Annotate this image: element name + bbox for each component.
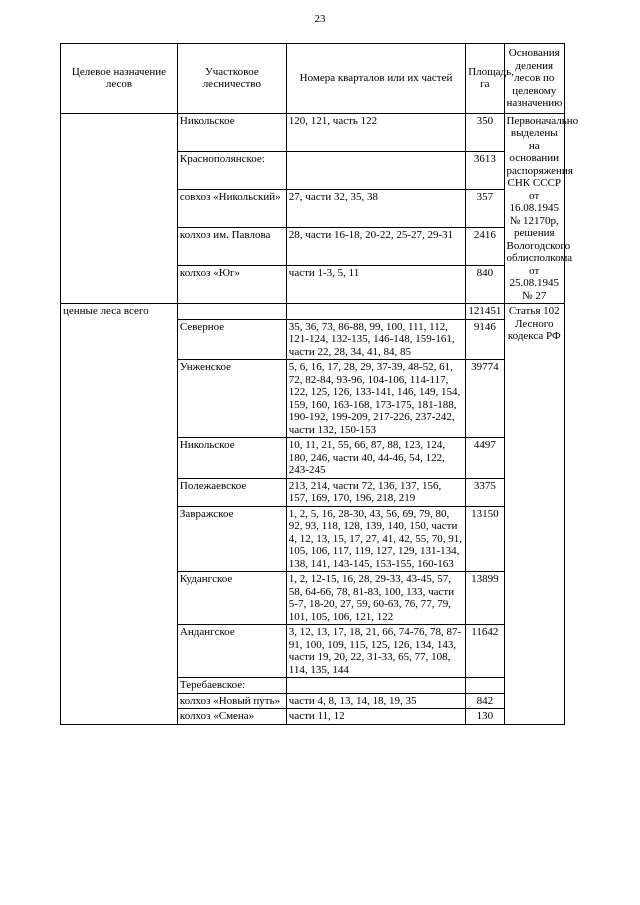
quarters-cell [286, 678, 465, 694]
forestry-cell: колхоз «Юг» [177, 265, 286, 303]
forest-purpose-table [60, 43, 579, 725]
quarters-cell: 28, части 16-18, 20-22, 25-27, 29-31 [286, 227, 465, 265]
quarters-cell: части 1-3, 5, 11 [286, 265, 465, 303]
quarters-cell: 1, 2, 5, 16, 28-30, 43, 56, 69, 79, 80, 92, 93, 118, 128, 139, 140, 150, части 4, 12, 13, 15, 17, 27, 41, 42, 55, 70, 91, 105, 106, 117, 119, 127, 129, 131-134, 138, 141, 143-145, 153-155, 160-163 [286, 506, 465, 572]
header-area: Площадь, га [466, 44, 504, 114]
forestry-cell: Северное [177, 319, 286, 360]
forestry-cell: совхоз «Никольский» [177, 189, 286, 227]
area-cell: 13150 [466, 506, 504, 572]
area-cell: 13899 [466, 572, 504, 625]
area-cell: 357 [466, 189, 504, 227]
forestry-cell: Никольское [177, 113, 286, 151]
area-cell: 4497 [466, 438, 504, 479]
forestry-cell: Кудангское [177, 572, 286, 625]
header-forestry: Участковое лесничество [177, 44, 286, 114]
basis-cell: Первоначально выделены на основании распоряжения СНК СССР от 16.08.1945 № 12170р, решения Вологодского облисполкома от 25.08.1945 № 27 [504, 113, 565, 304]
forestry-cell: колхоз им. Павлова [177, 227, 286, 265]
forestry-cell: Андангское [177, 625, 286, 678]
table-row [61, 113, 565, 151]
area-cell: 39774 [466, 360, 504, 438]
area-cell [466, 678, 504, 694]
quarters-cell: 1, 2, 12-15, 16, 28, 29-33, 43-45, 57, 58, 64-66, 78, 81-83, 100, 133, части 5-7, 18-20, 27, 59, 60-63, 76, 77, 79, 101, 105, 106, 121, 122 [286, 572, 465, 625]
forestry-cell: Теребаевское: [177, 678, 286, 694]
quarters-cell: части 4, 8, 13, 14, 18, 19, 35 [286, 693, 465, 709]
area-cell: 350 [466, 113, 504, 151]
area-cell: 842 [466, 693, 504, 709]
quarters-cell: 10, 11, 21, 55, 66, 87, 88, 123, 124, 180, 246, части 40, 44-46, 54, 122, 243-245 [286, 438, 465, 479]
forestry-cell: Полежаевское [177, 478, 286, 506]
quarters-cell: части 11, 12 [286, 709, 465, 725]
forestry-cell: колхоз «Новый путь» [177, 693, 286, 709]
quarters-cell: 120, 121, часть 122 [286, 113, 465, 151]
quarters-cell-empty [286, 304, 465, 320]
area-cell: 9146 [466, 319, 504, 360]
basis-cell: Статья 102 Лесного кодекса РФ [504, 304, 565, 725]
forestry-cell: Никольское [177, 438, 286, 479]
area-cell: 840 [466, 265, 504, 303]
area-cell: 2416 [466, 227, 504, 265]
quarters-cell: 5, 6, 16, 17, 28, 29, 37-39, 48-52, 61, 72, 82-84, 93-96, 104-106, 114-117, 122, 125, 126, 133-141, 146, 149, 154, 159, 160, 163-168, 173-175, 181-188, 190-192, 199-209, 217-226, 237-242, части 132, 150-153 [286, 360, 465, 438]
quarters-cell: 35, 36, 73, 86-88, 99, 100, 111, 112, 121-124, 132-135, 146-148, 159-161, части 22, 28, 34, 41, 84, 85 [286, 319, 465, 360]
table-header-row [61, 44, 565, 114]
header-quarters: Номера кварталов или их частей [286, 44, 465, 114]
area-cell: 3375 [466, 478, 504, 506]
area-cell: 3613 [466, 151, 504, 189]
page-number: 23 [314, 13, 326, 25]
purpose-cell: ценные леса всего [61, 304, 178, 725]
forestry-cell: Краснополянское: [177, 151, 286, 189]
quarters-cell [286, 151, 465, 189]
area-cell: 11642 [466, 625, 504, 678]
area-cell: 130 [466, 709, 504, 725]
quarters-cell: 27, части 32, 35, 38 [286, 189, 465, 227]
quarters-cell: 213, 214, части 72, 136, 137, 156, 157, 169, 170, 196, 218, 219 [286, 478, 465, 506]
forestry-cell: колхоз «Смена» [177, 709, 286, 725]
forestry-cell-empty [177, 304, 286, 320]
quarters-cell: 3, 12, 13, 17, 18, 21, 66, 74-76, 78, 87-91, 100, 109, 115, 125, 126, 134, 143, части 19, 20, 22, 31-33, 65, 77, 108, 114, 135, 144 [286, 625, 465, 678]
forestry-cell: Завражское [177, 506, 286, 572]
header-basis: Основания деления лесов по целевому назначению [504, 44, 565, 114]
total-area-cell: 121451 [466, 304, 504, 320]
header-purpose: Целевое назначение лесов [61, 44, 178, 114]
table-row-total [61, 304, 565, 320]
purpose-cell-empty [61, 113, 178, 304]
forestry-cell: Унженское [177, 360, 286, 438]
